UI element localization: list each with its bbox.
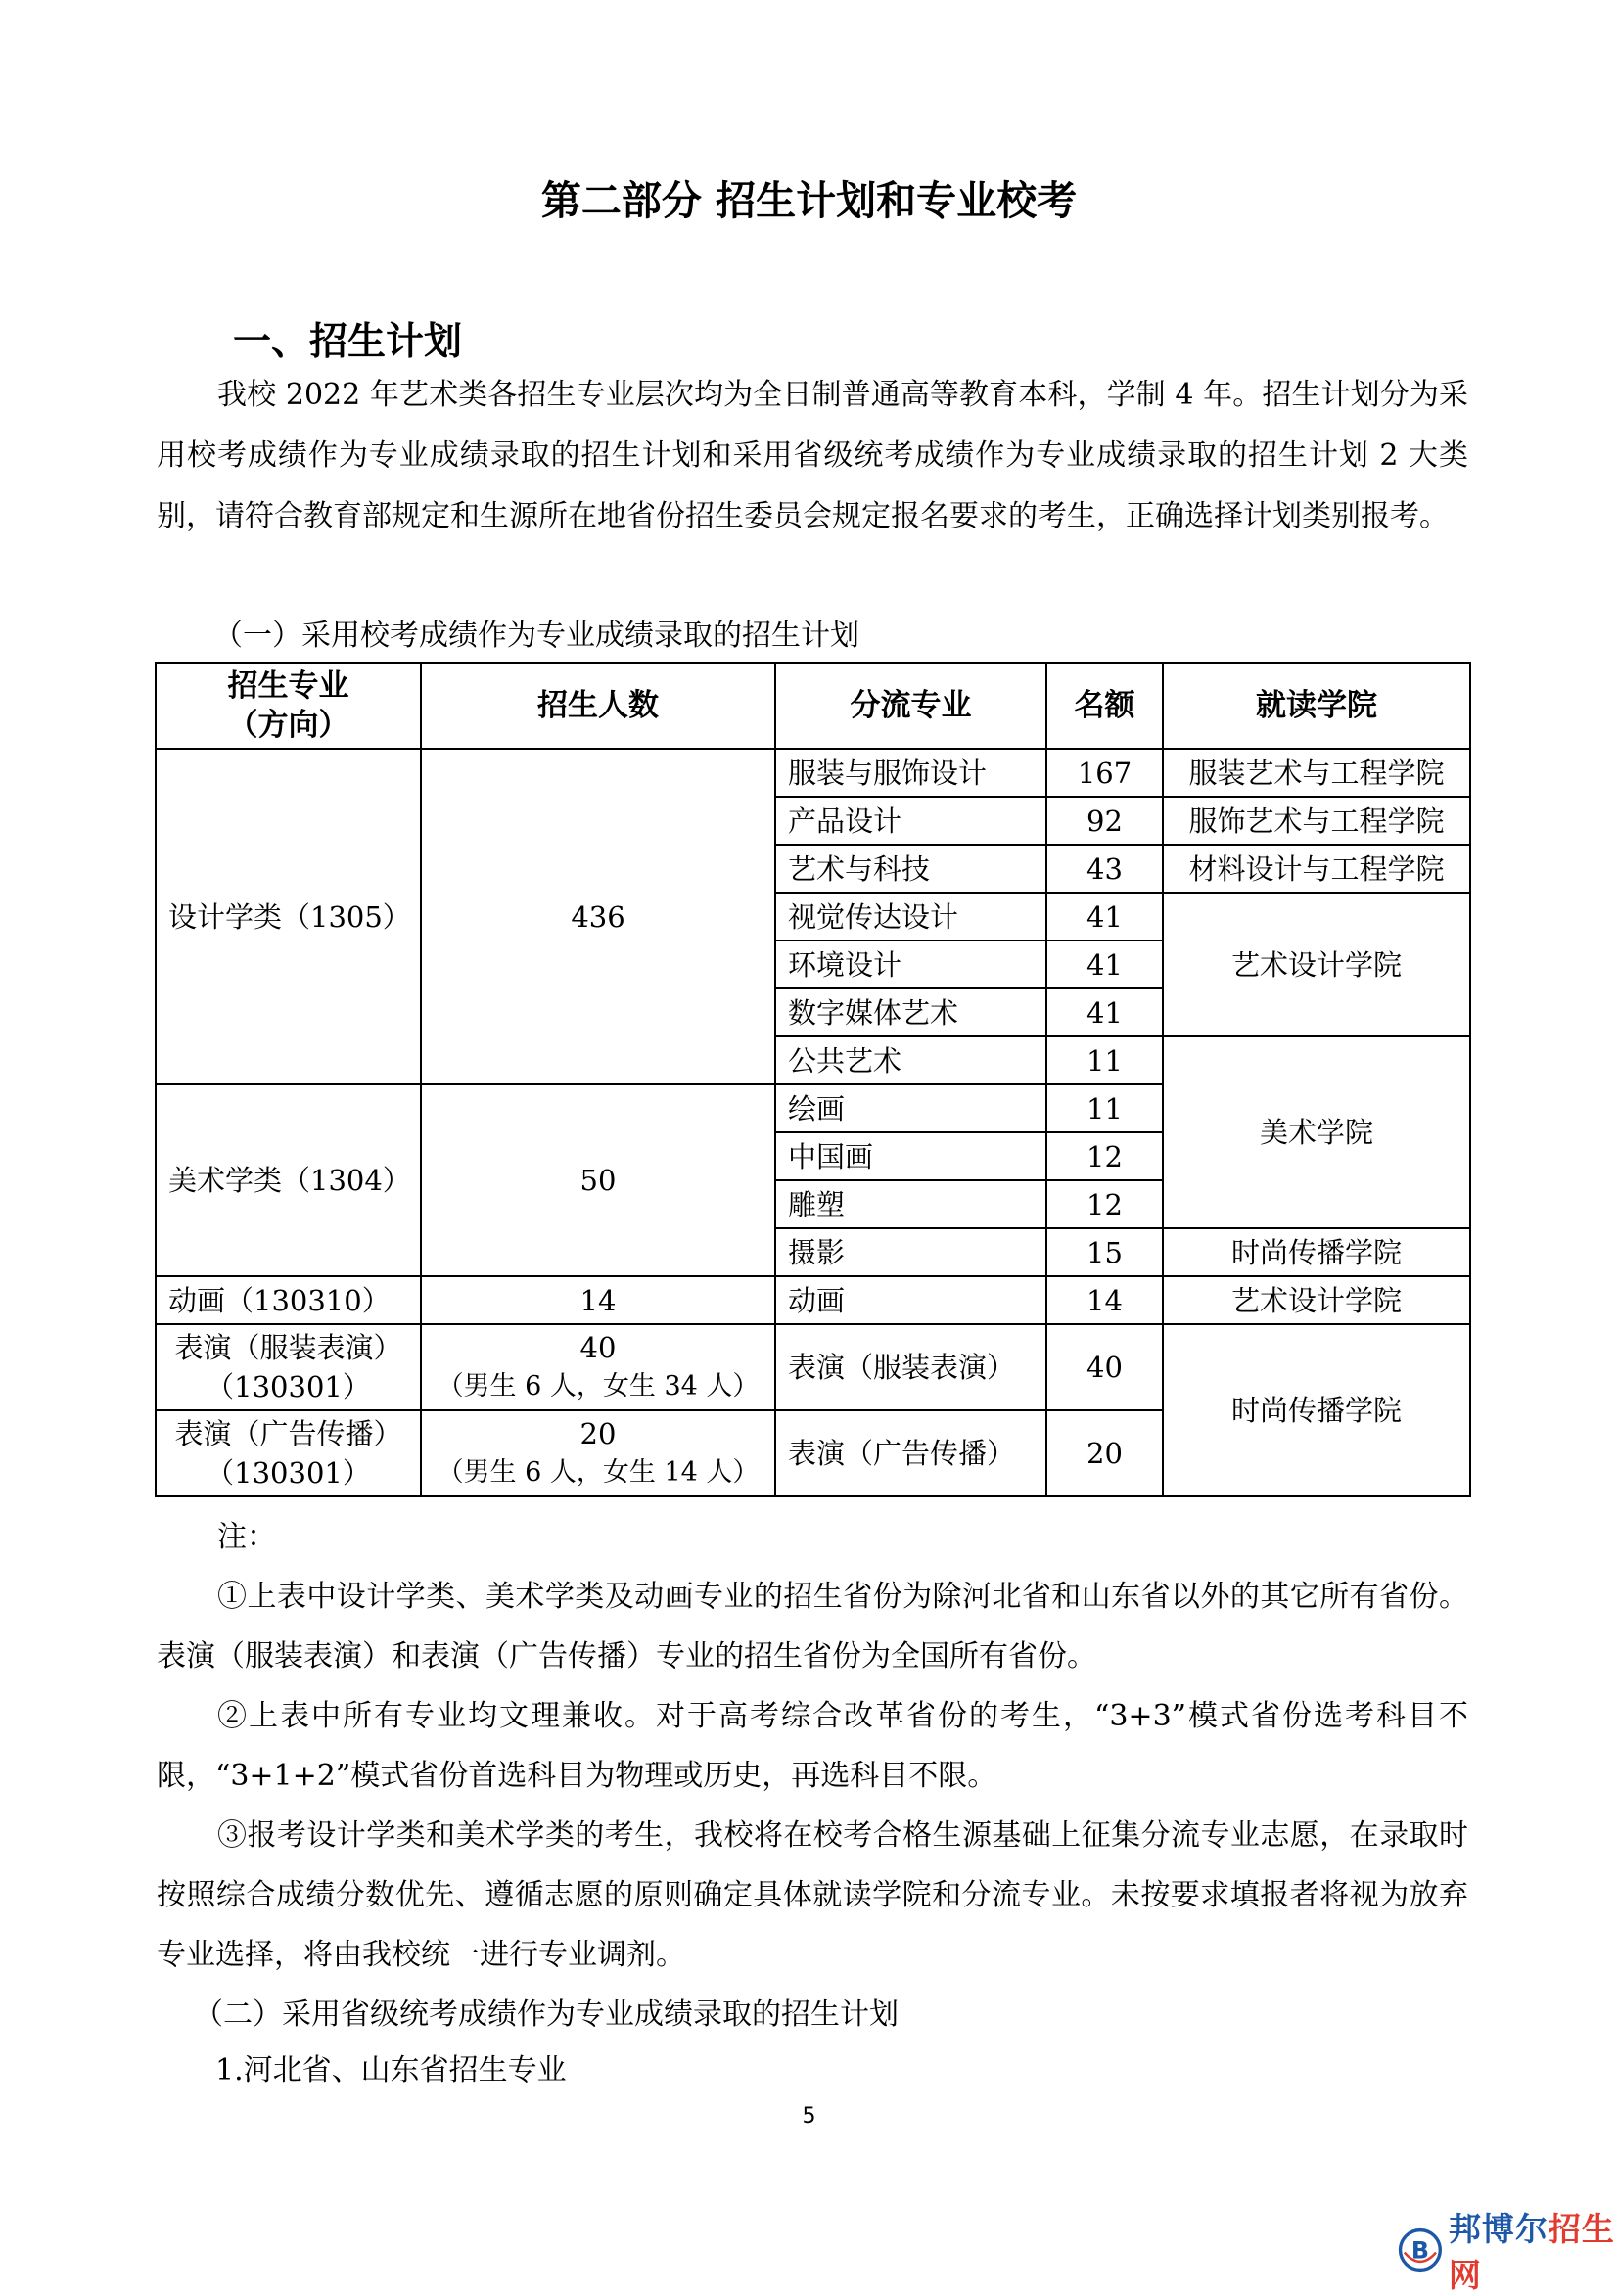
note-1: ①上表中设计学类、美术学类及动画专业的招生省份为除河北省和山东省以外的其它所有省份。表演（服装表演）和表演（广告传播）专业的招生省份为全国所有省份。 xyxy=(157,1580,1468,1674)
page-number: 5 xyxy=(802,2104,816,2129)
group-animation-count: 14 xyxy=(421,1276,775,1324)
college-cell: 艺术设计学院 xyxy=(1163,893,1470,1036)
note-3: ③报考设计学类和美术学类的考生，我校将在校考合格生源基础上征集分流专业志愿，在录取时按照综合成绩分数优先、遵循志愿的原则确定具体就读学院和分流专业。未按要求填报者将视为放弃专业选择，将由我校统一进行专业调剂。 xyxy=(157,1818,1468,1972)
group-fashion-show-name-line2: （130301） xyxy=(206,1370,371,1403)
college-cell: 材料设计与工程学院 xyxy=(1163,845,1470,893)
enrollment-plan-table xyxy=(155,662,1471,1497)
intro-paragraph: 我校 2022 年艺术类各招生专业层次均为全日制普通高等教育本科，学制 4 年。招生计划分为采用校考成绩作为专业成绩录取的招生计划和采用省级统考成绩作为专业成绩录取的招生计划 2 大类别，请符合教育部规定和生源所在地省份招生委员会规定报名要求的考生，正确选择计划类别报考。 xyxy=(157,378,1468,533)
quota-cell: 41 xyxy=(1046,941,1163,988)
quota-cell: 12 xyxy=(1046,1180,1163,1228)
group-ad-show-count xyxy=(421,1410,775,1496)
quota-cell: 43 xyxy=(1046,845,1163,893)
group-fashion-show-count xyxy=(421,1324,775,1410)
group-design-name: 设计学类（1305） xyxy=(156,749,421,1084)
watermark-logo-letter: B xyxy=(1410,2236,1429,2265)
stream-cell: 数字媒体艺术 xyxy=(775,988,1046,1036)
header-major xyxy=(156,663,421,749)
stream-cell: 摄影 xyxy=(775,1228,1046,1276)
group-fashion-show-name xyxy=(156,1324,421,1410)
header-major-line1: 招生专业 xyxy=(227,668,349,704)
stream-cell: 动画 xyxy=(775,1276,1046,1324)
section-heading: 一、招生计划 xyxy=(233,320,463,364)
watermark-text-part2: 招生网 xyxy=(1448,2210,1615,2294)
group-design-count: 436 xyxy=(421,749,775,1084)
group-fineart-count: 50 xyxy=(421,1084,775,1276)
college-cell: 服装艺术与工程学院 xyxy=(1163,749,1470,797)
college-cell: 美术学院 xyxy=(1163,1036,1470,1228)
quota-cell: 15 xyxy=(1046,1228,1163,1276)
note-2: ②上表中所有专业均文理兼收。对于高考综合改革省份的考生，“3+3”模式省份选考科目不限，“3+1+2”模式省份首选科目为物理或历史，再选科目不限。 xyxy=(157,1699,1468,1793)
stream-cell: 雕塑 xyxy=(775,1180,1046,1228)
table-row xyxy=(156,749,1470,797)
stream-cell: 表演（广告传播） xyxy=(775,1410,1046,1496)
group-fineart-name: 美术学类（1304） xyxy=(156,1084,421,1276)
quota-cell: 14 xyxy=(1046,1276,1163,1324)
group-ad-show-name xyxy=(156,1410,421,1496)
quota-cell: 11 xyxy=(1046,1084,1163,1132)
quota-cell: 12 xyxy=(1046,1132,1163,1180)
group-ad-show-name-line2: （130301） xyxy=(206,1456,371,1490)
watermark-b-icon xyxy=(1398,2224,1443,2276)
quota-cell: 41 xyxy=(1046,893,1163,941)
quota-cell: 167 xyxy=(1046,749,1163,797)
stream-cell: 产品设计 xyxy=(775,797,1046,845)
quota-cell: 41 xyxy=(1046,988,1163,1036)
quota-cell: 40 xyxy=(1046,1324,1163,1410)
watermark-logo xyxy=(1398,2210,1618,2294)
quota-cell: 11 xyxy=(1046,1036,1163,1084)
table-row xyxy=(156,1324,1470,1410)
stream-cell: 视觉传达设计 xyxy=(775,893,1046,941)
group-fashion-show-name-line1: 表演（服装表演） xyxy=(174,1331,402,1364)
college-cell: 服饰艺术与工程学院 xyxy=(1163,797,1470,845)
group-ad-show-count-value: 20 xyxy=(579,1417,617,1450)
header-college: 就读学院 xyxy=(1163,663,1470,749)
stream-cell: 绘画 xyxy=(775,1084,1046,1132)
stream-cell: 表演（服装表演） xyxy=(775,1324,1046,1410)
group-ad-show-count-note: （男生 6 人，女生 14 人） xyxy=(437,1457,760,1488)
stream-cell: 中国画 xyxy=(775,1132,1046,1180)
watermark-text-part1: 邦博尔 xyxy=(1448,2210,1549,2248)
stream-cell: 服装与服饰设计 xyxy=(775,749,1046,797)
college-cell: 艺术设计学院 xyxy=(1163,1276,1470,1324)
college-cell: 时尚传播学院 xyxy=(1163,1324,1470,1496)
stream-cell: 公共艺术 xyxy=(775,1036,1046,1084)
table-row xyxy=(156,1276,1470,1324)
quota-cell: 20 xyxy=(1046,1410,1163,1496)
header-enroll: 招生人数 xyxy=(421,663,775,749)
header-major-line2: （方向） xyxy=(227,708,349,743)
watermark-text xyxy=(1449,2204,1618,2296)
stream-cell: 环境设计 xyxy=(775,941,1046,988)
group-fashion-show-count-note: （男生 6 人，女生 34 人） xyxy=(437,1371,760,1401)
college-cell: 时尚传播学院 xyxy=(1163,1228,1470,1276)
subheading-provincial-exam-plan: （二）采用省级统考成绩作为专业成绩录取的招生计划 xyxy=(194,1998,899,2032)
page-title: 第二部分 招生计划和专业校考 xyxy=(540,177,1078,224)
notes-label: 注： xyxy=(217,1520,276,1554)
subheading-school-exam-plan: （一）采用校考成绩作为专业成绩录取的招生计划 xyxy=(213,619,859,653)
notes-block xyxy=(157,1507,1468,1985)
stream-cell: 艺术与科技 xyxy=(775,845,1046,893)
subheading-hebei-shandong: 1.河北省、山东省招生专业 xyxy=(215,2053,567,2088)
quota-cell: 92 xyxy=(1046,797,1163,845)
group-ad-show-name-line1: 表演（广告传播） xyxy=(174,1417,402,1450)
header-stream: 分流专业 xyxy=(775,663,1046,749)
group-animation-name: 动画（130310） xyxy=(156,1276,421,1324)
header-quota: 名额 xyxy=(1046,663,1163,749)
group-fashion-show-count-value: 40 xyxy=(579,1331,617,1364)
table-header-row xyxy=(156,663,1470,749)
